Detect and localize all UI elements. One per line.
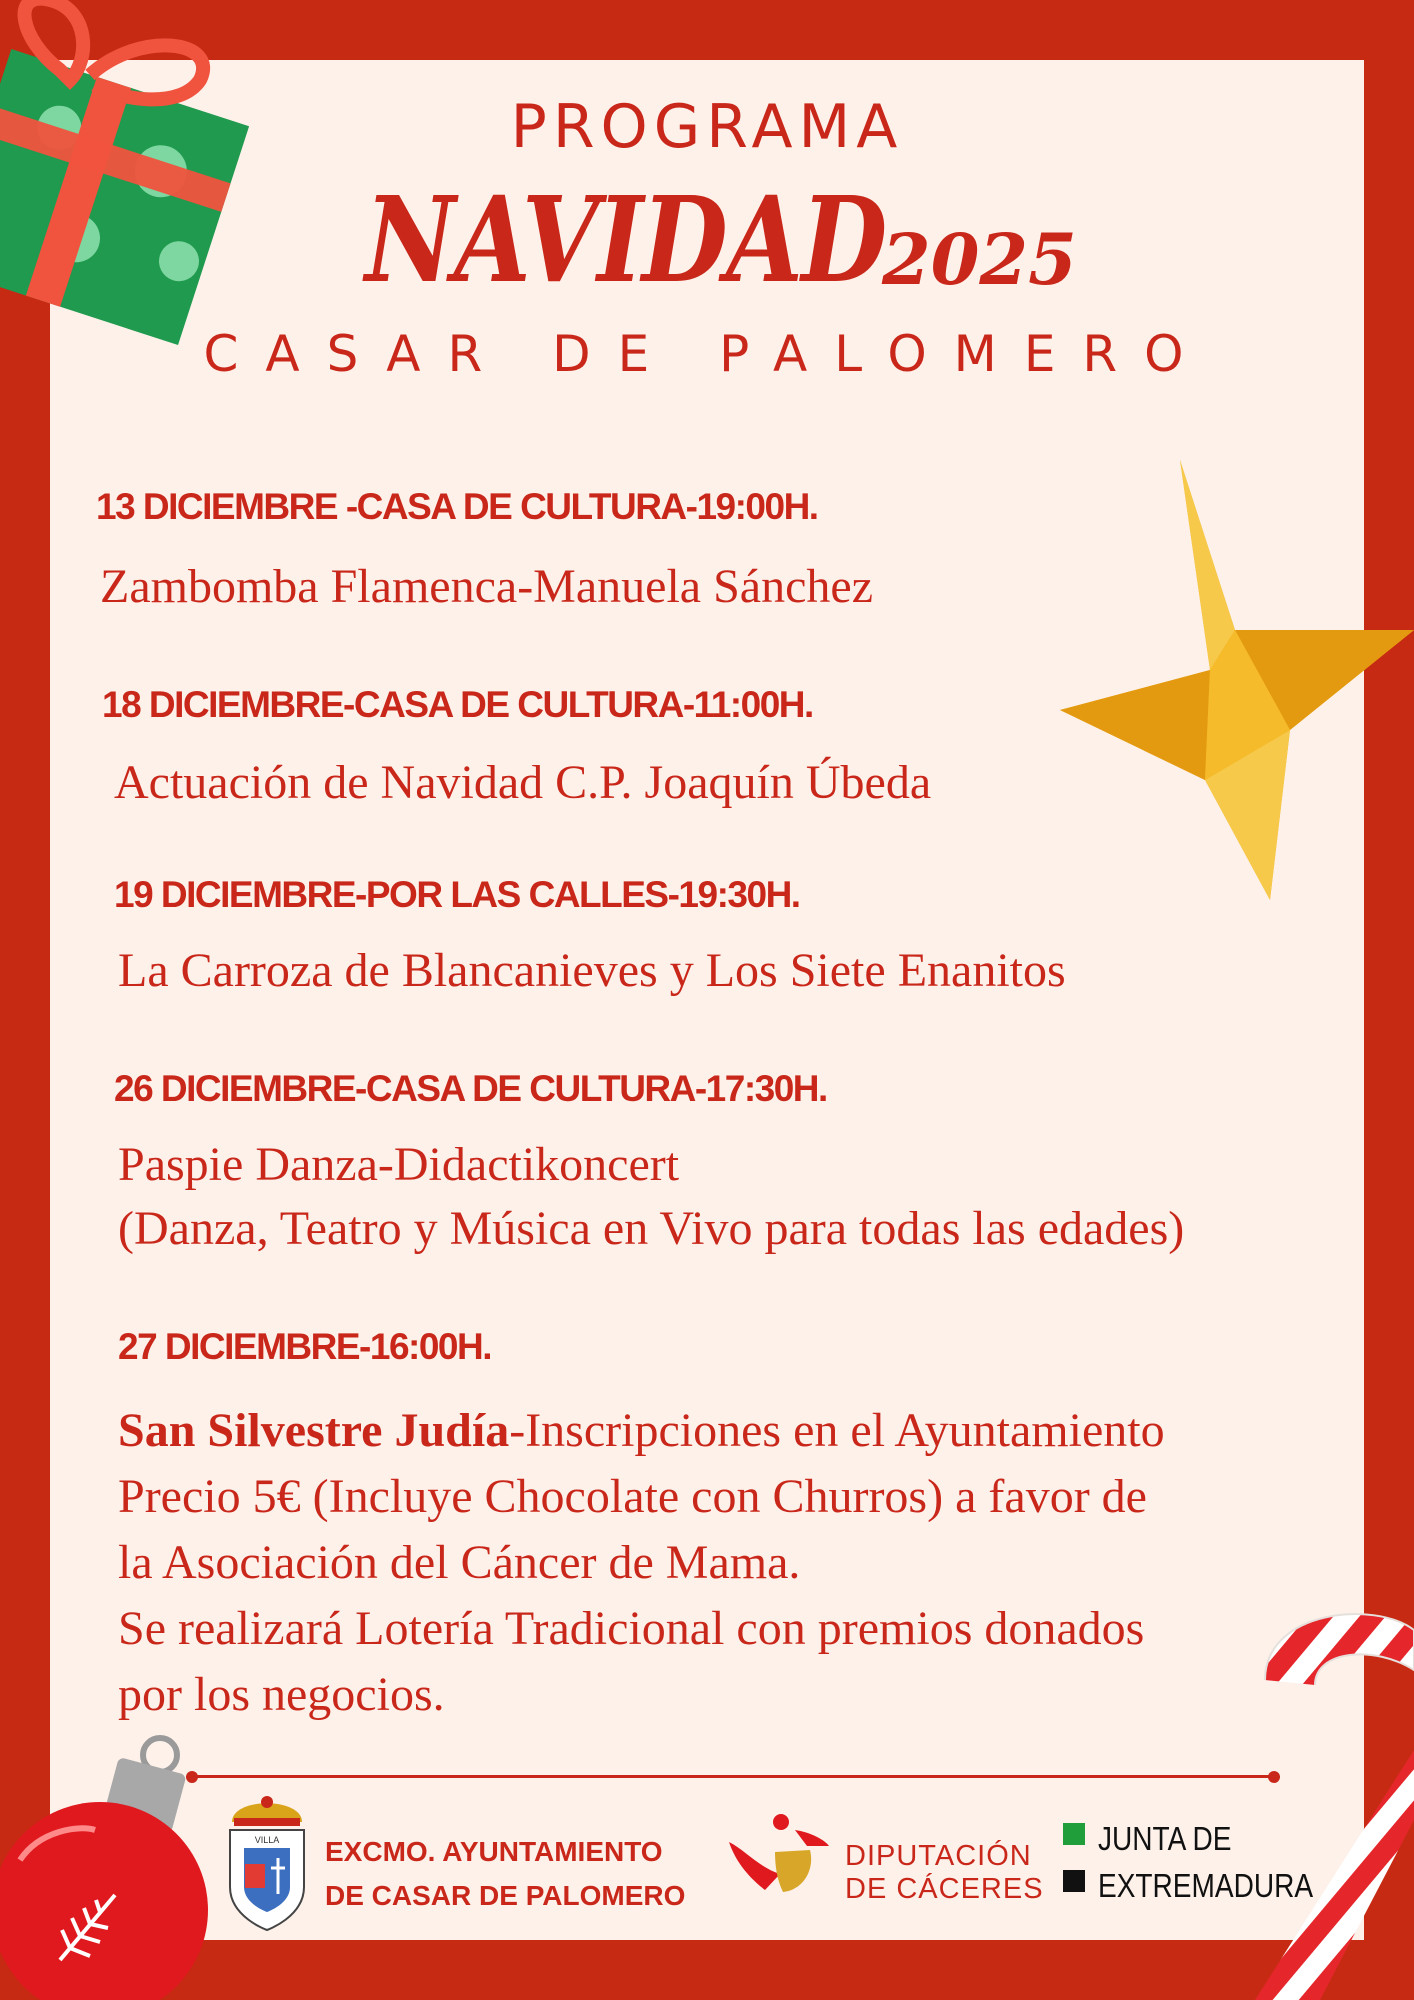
diputacion-line-1: DIPUTACIÓN — [845, 1840, 1032, 1872]
event-2-description: Actuación de Navidad C.P. Joaquín Úbeda — [114, 756, 932, 809]
diputacion-line-2: DE CÁCERES — [845, 1873, 1044, 1905]
ornament-icon — [0, 1730, 215, 2000]
event-5-heading: 27 DICIEMBRE-16:00H. — [118, 1326, 492, 1367]
ayuntamiento-line-2: DE CASAR DE PALOMERO — [325, 1880, 686, 1911]
ayuntamiento-line-1: EXCMO. AYUNTAMIENTO — [325, 1836, 663, 1867]
event-5-description-line-3: la Asociación del Cáncer de Mama. — [118, 1536, 801, 1589]
event-5-title: San Silvestre Judía — [118, 1404, 510, 1457]
event-4-description-line-2: (Danza, Teatro y Música en Vivo para todas las edades) — [118, 1202, 1185, 1255]
diputacion-name — [845, 1840, 1044, 1906]
footer-divider — [192, 1775, 1274, 1778]
event-5-description-line-5: por los negocios. — [118, 1668, 445, 1721]
year-label: 2025 — [882, 218, 1077, 301]
ayuntamiento-name — [325, 1830, 685, 1918]
candy-cane-icon — [1225, 1590, 1414, 2000]
junta-green-square — [1063, 1823, 1085, 1845]
junta-name — [1098, 1815, 1313, 1909]
star-icon — [1060, 460, 1414, 900]
event-4-heading: 26 DICIEMBRE-CASA DE CULTURA-17:30H. — [114, 1068, 827, 1109]
event-5-description-line-2: Precio 5€ (Incluye Chocolate con Churros) a favor de — [118, 1470, 1147, 1523]
divider-dot-right — [1268, 1771, 1280, 1783]
town-title: CASAR DE PALOMERO — [203, 325, 1211, 383]
event-5-description-line-4: Se realizará Lotería Tradicional con premios donados — [118, 1602, 1145, 1655]
program-label: PROGRAMA — [510, 92, 904, 162]
event-5-description-line-1 — [118, 1398, 1165, 1464]
junta-line-2: EXTREMADURA — [1098, 1867, 1314, 1904]
junta-black-square — [1063, 1870, 1085, 1892]
event-2-heading: 18 DICIEMBRE-CASA DE CULTURA-11:00H. — [102, 684, 813, 725]
event-1-description: Zambomba Flamenca-Manuela Sánchez — [100, 560, 874, 613]
diputacion-logo-icon — [725, 1810, 833, 1900]
event-3-heading: 19 DICIEMBRE-POR LAS CALLES-19:30H. — [114, 874, 800, 915]
event-5-registration: -Inscripciones en el Ayuntamiento — [509, 1404, 1165, 1457]
event-1-heading: 13 DICIEMBRE -CASA DE CULTURA-19:00H. — [96, 486, 818, 527]
ayuntamiento-shield-icon — [222, 1782, 312, 1932]
junta-line-1: JUNTA DE — [1098, 1820, 1232, 1857]
event-3-description: La Carroza de Blancanieves y Los Siete Enanitos — [118, 944, 1066, 997]
navidad-title: NAVIDAD — [365, 170, 886, 309]
shield-top-text: VILLA — [254, 1835, 280, 1845]
event-4-description-line-1: Paspie Danza-Didactikoncert — [118, 1138, 680, 1191]
